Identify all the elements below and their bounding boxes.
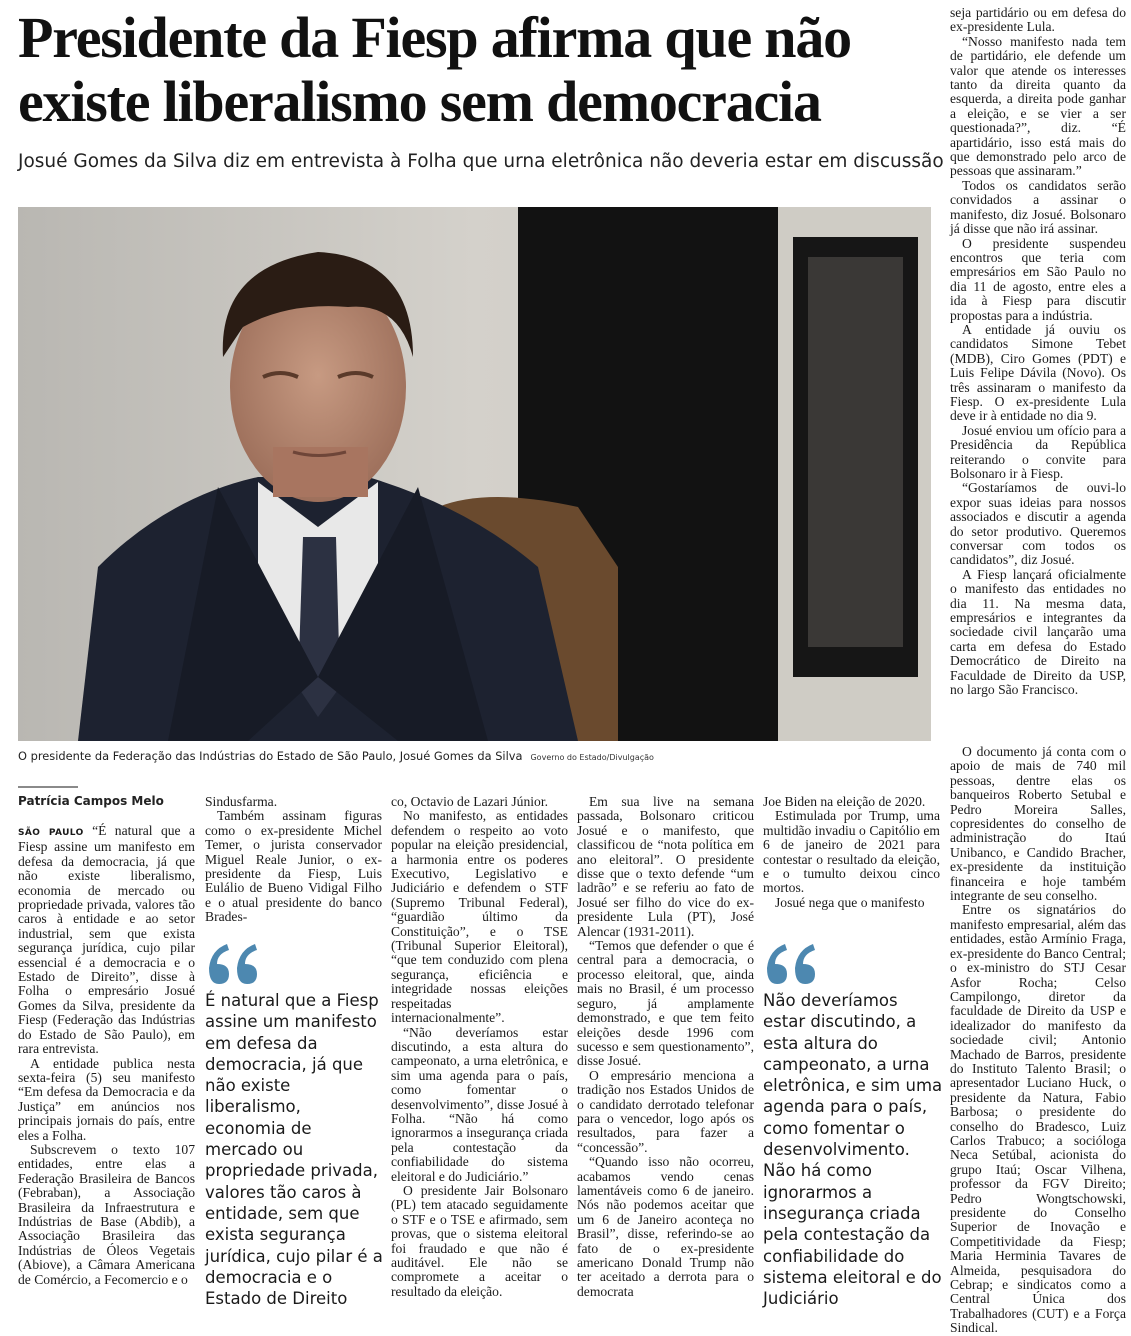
- photo-caption: [18, 748, 933, 766]
- column-6-top: [950, 6, 1126, 741]
- paragraph: A entidade publica nesta sexta-feira (5) seu manifesto “Em defesa da Democracia e da Justiça” em anúncios nos principais jornais do país, entre eles a Folha.: [18, 1055, 195, 1143]
- paragraph: Josué enviou um ofício para a Presidência da República reiterando o convite para Bolsonaro ir à Fiesp.: [950, 422, 1126, 481]
- paragraph: [18, 824, 195, 1057]
- headline: Presidente da Fiesp afirma que não existe liberalismo sem democracia: [18, 5, 851, 134]
- paragraph-text: “É natural que a Fiesp assine um manifesto em defesa da democracia, já que não existe liberalismo, economia de mercado ou propriedade privada, valores tão caros à entidade e ao setor industrial, sem que exista segurança jurídica, cujo pilar essencial é a democracia e o Estado de Direito”, disse à Folha o empresário Josué Gomes da Silva, presidente da Fiesp (Federação das Indústrias do Estado de São Paulo), em rara entrevista.: [18, 823, 196, 1057]
- paragraph: Em sua live na semana passada, Bolsonaro criticou Josué e o manifesto, que classificou de “nota política em ano eleitoral”. O presidente disse que o texto defende “um ladrão” e se referiu ao fato de Josué ser filho do vice do ex-presidente Lula (PT), José Alencar (1931-2011).: [577, 794, 754, 939]
- paragraph: O documento já conta com o apoio de mais de 740 mil pessoas, dentre elas os banqueiros Roberto Setubal e Pedro Moreira Salles, copresidentes do conselho de administração do Itaú Unibanco, e Candido Bracher, ex-presidente da instituição financeira e hoje também integrante de seu conselho.: [950, 744, 1126, 904]
- photo-credit: Governo do Estado/Divulgação: [530, 753, 654, 762]
- column-5: [763, 795, 940, 925]
- caption-text: O presidente da Federação das Indústrias do Estado de São Paulo, Josué Gomes da Silva: [18, 749, 523, 763]
- paragraph: Sindusfarma.: [205, 794, 278, 809]
- paragraph: O presidente Jair Bolsonaro (PL) tem atacado seguidamente o STF e o TSE e afirmado, sem provas, que o sistema eleitoral foi fraudado e que não é auditável. Ele não se compromete a aceitar o resultado da eleição.: [391, 1182, 568, 1299]
- paragraph: “Não deveríamos estar discutindo, a esta altura do campeonato, a urna eletrônica, e sim uma agenda para o país, como fomentar o desenvolvimento”, disse Josué à Folha. “Não há como ignorarmos a insegurança criada pela contestação da confiabilidade do sistema eleitoral e do Judiciário.”: [391, 1024, 568, 1184]
- paragraph: Entre os signatários do manifesto empresarial, além das entidades, estão Armínio Fraga, ex-presidente do Banco Central; o ex-ministro do STJ Cesar Asfor Rocha; Celso Campilongo, diretor da faculdade de Direito da USP e idealizador do manifesto da sociedade civil; Antonio Machado de Barros, presidente do Instituto Talento Brasil; o apresentador Luciano Huck, o presidente da Natura, Fabio Barbosa; o presidente do conselho do Bradesco, Luiz Carlos Trabuco; a socióloga Neca Setúbal, acionista do grupo Itaú; Oscar Vilhena, professor da FGV Direito; Pedro Wongtschowski, presidente do Conselho Superior de Inovação e Competitividade da Fiesp; Maria Herminia Tavares de Almeida, pesquisadora do Cebrap; e sindicatos como a Central Única dos Trabalhadores (CUT) e a Força Sindical.: [950, 902, 1126, 1336]
- paragraph: No manifesto, as entidades defendem o respeito ao voto popular na eleição presidencial, a harmonia entre os poderes Executivo, Legislativo e Judiciário e defendem o STF (Supremo Tribunal Federal), “guardião último da Constituição”, e o TSE (Tribunal Superior Eleitoral), “que tem conduzido com plena segurança, eficiência e integridade nossas eleições respeitadas internacionalmente”.: [391, 808, 568, 1026]
- paragraph: Josué nega que o manifesto: [775, 894, 925, 910]
- paragraph: Subscrevem o texto 107 entidades, entre elas a Federação Brasileira de Bancos (Febraban), a Associação Brasileira da Infraestrutura e Indústrias de Base (Abdib), a Associação Brasileira das Indústrias de Óleos Vegetais (Abiove), a Câmara Americana de Comércio, a Fecomercio e o: [18, 1141, 195, 1287]
- paragraph: “Gostaríamos de ouvi-lo expor suas ideias para nossos associados e discutir a agenda do setor produtivo. Queremos conversar com todos os candidatos”, diz Josué.: [950, 480, 1126, 568]
- pull-quote-1: [205, 940, 385, 1309]
- paragraph: O presidente suspendeu encontros que teria com empresários em São Paulo no dia 11 de agosto, entre eles a ida à Fiesp para discutir propostas para a indústria.: [950, 235, 1126, 323]
- paragraph: Joe Biden na eleição de 2020.: [763, 794, 926, 809]
- paragraph: Também assinam figuras como o ex-presidente Michel Temer, o jurista conservador Miguel Reale Junior, o ex-presidente da Fiesp, Luis Eulálio de Bueno Vidigal Filho e o atual presidente do banco Brades-: [205, 808, 382, 925]
- pull-quote-text: É natural que a Fiesp assine um manifesto em defesa da democracia, já que não existe liberalismo, economia de mercado ou propriedade privada, valores tão caros à entidade, sem que exista segurança jurídica, cujo pilar é a democracia e o Estado de Direito: [205, 991, 383, 1309]
- column-1: [18, 824, 195, 1308]
- pull-quote-2: [763, 940, 943, 1309]
- paragraph: Estimulada por Trump, uma multidão invadiu o Capitólio em 6 de janeiro de 2021 para contestar o resultado da eleição, e o tumulto deixou cinco mortos.: [763, 808, 940, 896]
- paragraph: Todos os candidatos serão convidados a assinar o manifesto, diz Josué. Bolsonaro já disse que não irá assinar.: [950, 177, 1126, 237]
- paragraph: “Temos que defender o que é central para a democracia, o processo eleitoral, que, ainda mais no Brasil, é um processo seguro, já amplamente demonstrado, e que tem feito eleições desde 1996 com sucesso e sem questionamento”, disse Josué.: [577, 938, 754, 1069]
- pull-quote-text: Não deveríamos estar discutindo, a esta altura do campeonato, a urna eletrônica, e sim uma agenda para o país, como fomentar o desenvolvimento. Não há como ignorarmos a insegurança criada pela contestação da confiabilidade do sistema eleitoral e do Judiciário: [763, 991, 943, 1309]
- article-photo: [18, 207, 931, 741]
- quote-mark-icon: [205, 940, 261, 988]
- paragraph: “Quando isso não ocorreu, acabamos vendo cenas lamentáveis como 6 de janeiro. Nós não podemos aceitar que um 6 de Janeiro aconteça no Brasil”, disse, referindo-se ao fato de o ex-presidente americano Donald Trump não ter aceitado a derrota para o democrata: [577, 1154, 754, 1299]
- column-6-bottom: [950, 744, 1126, 1336]
- paragraph: O empresário menciona a tradição nos Estados Unidos de o candidato derrotado telefonar para o vencedor, logo após os resultados, para fazer a “concessão”.: [577, 1067, 754, 1155]
- paragraph: seja partidário ou em defesa do ex-presidente Lula.: [950, 5, 1126, 35]
- byline: Patrícia Campos Melo: [18, 794, 164, 808]
- column-4: [577, 795, 754, 1308]
- subheadline: Josué Gomes da Silva diz em entrevista à Folha que urna eletrônica não deveria estar em discussão: [18, 151, 944, 172]
- dateline: SÃO PAULO: [18, 828, 84, 838]
- quote-mark-icon: [763, 940, 819, 988]
- byline-rule: [18, 786, 78, 788]
- column-2: [205, 795, 382, 925]
- paragraph: co, Octavio de Lazari Júnior.: [391, 794, 549, 809]
- column-3: [391, 795, 568, 1308]
- paragraph: “Nosso manifesto nada tem de partidário, ele defende um valor que atende os interesses tanto da direita quanto da esquerda, a direita pode ganhar a eleição, e se vier a ser questionada?”, diz. “É apartidário, isso está mais do que demonstrado pelo arco de pessoas que assinaram.”: [950, 33, 1126, 179]
- paragraph: A Fiesp lançará oficialmente o manifesto das entidades no dia 11. Na mesma data, empresários e integrantes da sociedade civil lançarão uma carta em defesa do Estado Democrático de Direito na Faculdade de Direito da USP, no largo São Francisco.: [950, 566, 1126, 698]
- paragraph: A entidade já ouviu os candidatos Simone Tebet (MDB), Ciro Gomes (PDT) e Luis Felipe Dávila (Novo). Os três assinaram o manifesto da Fiesp. O ex-presidente Lula deve ir à entidade no dia 9.: [950, 321, 1126, 424]
